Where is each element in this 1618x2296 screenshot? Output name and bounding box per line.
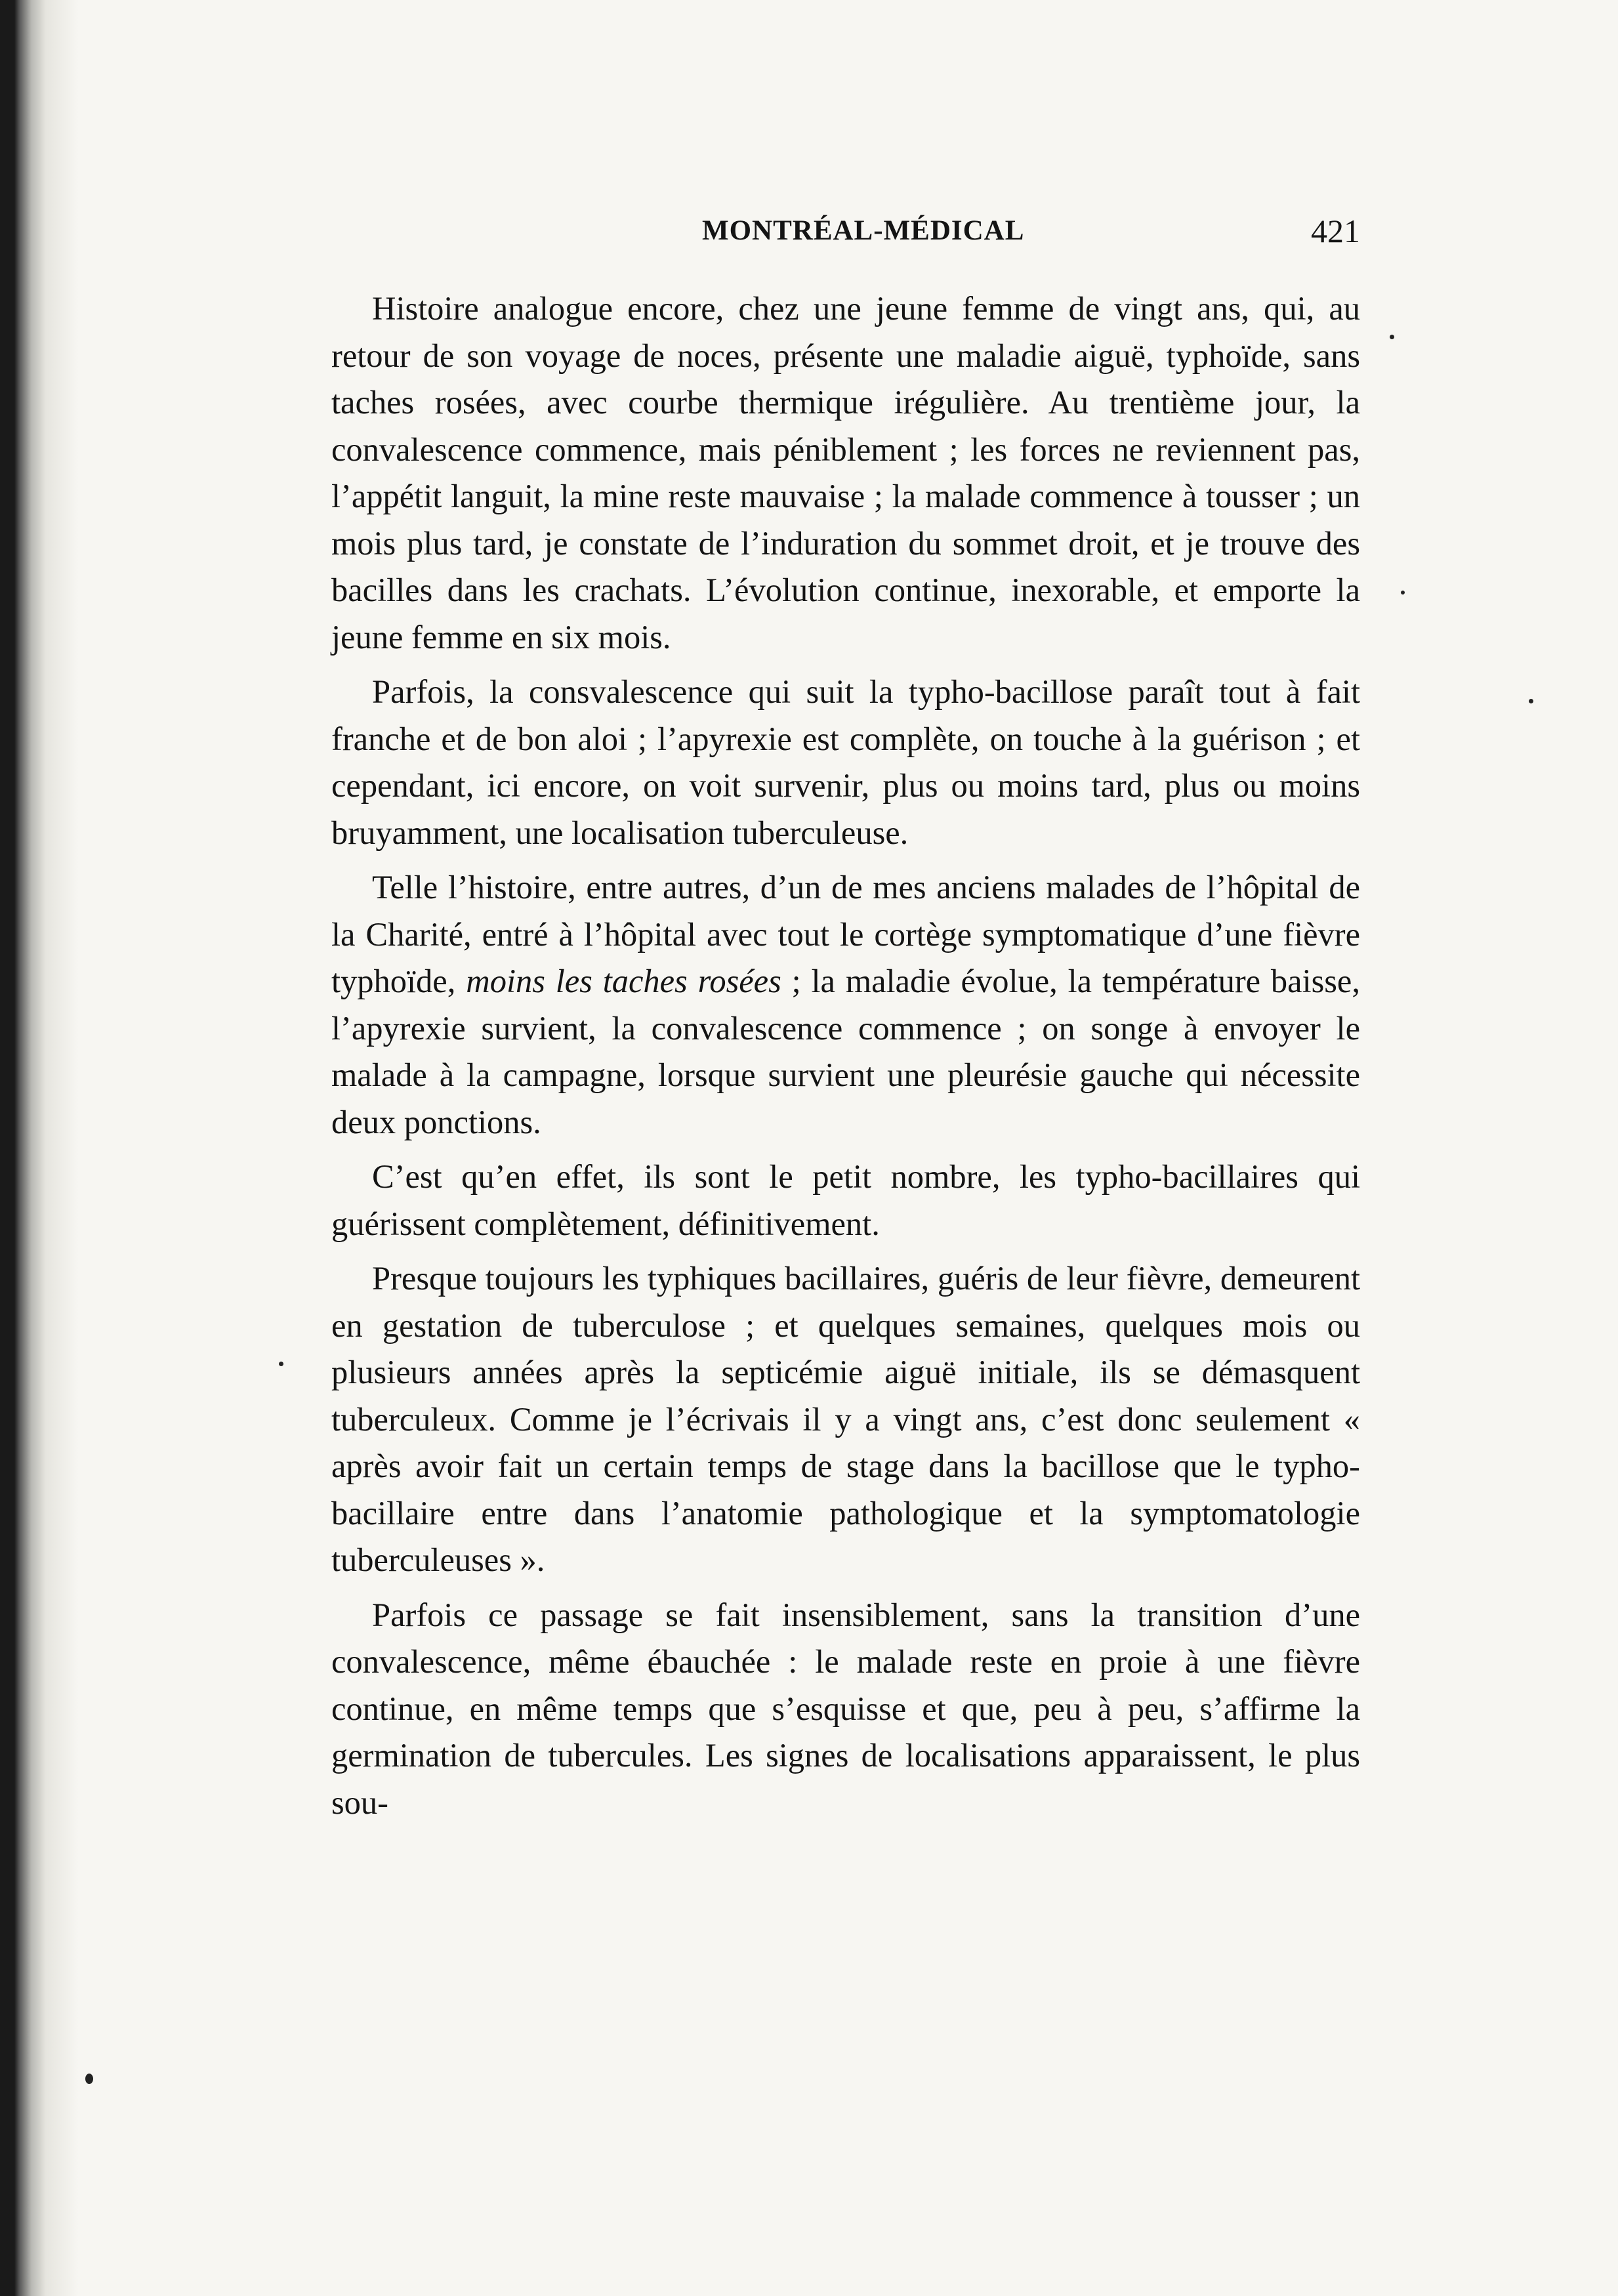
page-number: 421: [1311, 213, 1360, 249]
ink-speck: [279, 1362, 283, 1366]
ink-speck: [1529, 699, 1533, 703]
paragraph-4: C’est qu’en effet, ils sont le petit nombre, les typho-bacillaires qui guérissent complètement, définitivement.: [331, 1158, 1360, 1242]
running-title: MONTRÉAL-MÉDICAL: [702, 215, 1025, 246]
ink-speck: [1390, 335, 1394, 339]
paragraph-3: [331, 864, 1360, 1146]
ink-speck: [1401, 591, 1405, 595]
running-head: [331, 207, 1360, 259]
paragraph-2: Parfois, la consvalescence qui suit la typho-bacillose paraît tout à fait franche et de bon aloi ; l’apyrexie est complète, on touche à la guérison ; et cependant, ici encore, on voit survenir, plus ou moins tard, plus ou moins bruyamment, une localisation tuberculeuse.: [331, 673, 1360, 851]
ink-speck: [85, 2074, 93, 2084]
paragraph-3-text-before: Telle l’histoire, entre autres, d’un de mes anciens malades de l’hôpital de la Charité, entré à l’hôpital avec tout le cortège symptomatique d’une fièvre typhoïde,: [331, 869, 1360, 999]
paragraph-6: Parfois ce passage se fait insensiblement, sans la transition d’une convalescence, même ébauchée : le malade reste en proie à une fièvre continue, en même temps que s’esquisse et que, peu à peu, s’affirme la germination de tubercules. Les signes de localisations apparaissent, le plus sou-: [331, 1596, 1360, 1821]
paragraph-5: Presque toujours les typhiques bacillaires, guéris de leur fièvre, demeurent en gestation de tuberculose ; et quelques semaines, quelques mois ou plusieurs années après la septicémie aiguë initiale, ils se démasquent tuberculeux. Comme je l’écrivais il y a vingt ans, c’est donc seulement « après avoir fait un certain temps de stage dans la bacillose que le typho-bacillaire entre dans l’anatomie pathologique et la symptomatologie tuberculeuses ».: [331, 1260, 1360, 1578]
document-page: [331, 207, 1360, 1826]
paragraph-3-italic: moins les taches rosées: [466, 963, 781, 999]
paragraph-3-text-after: ; la maladie évolue, la température baisse, l’apyrexie survient, la convalescence commence ; on songe à envoyer le malade à la campagne, lorsque survient une pleurésie gauche qui nécessite deux ponctions.: [331, 963, 1360, 1140]
paragraph-1: Histoire analogue encore, chez une jeune femme de vingt ans, qui, au retour de son voyage de noces, présente une maladie aiguë, typhoïde, sans taches rosées, avec courbe thermique irégulière. Au trentième jour, la convalescence commence, mais péniblement ; les forces ne reviennent pas, l’appétit languit, la mine reste mauvaise ; la malade commence à tousser ; un mois plus tard, je constate de l’induration du sommet droit, et je trouve des bacilles dans les crachats. L’évolution continue, inexorable, et emporte la jeune femme en six mois.: [331, 290, 1360, 656]
scanned-binding-edge: [0, 0, 79, 2296]
